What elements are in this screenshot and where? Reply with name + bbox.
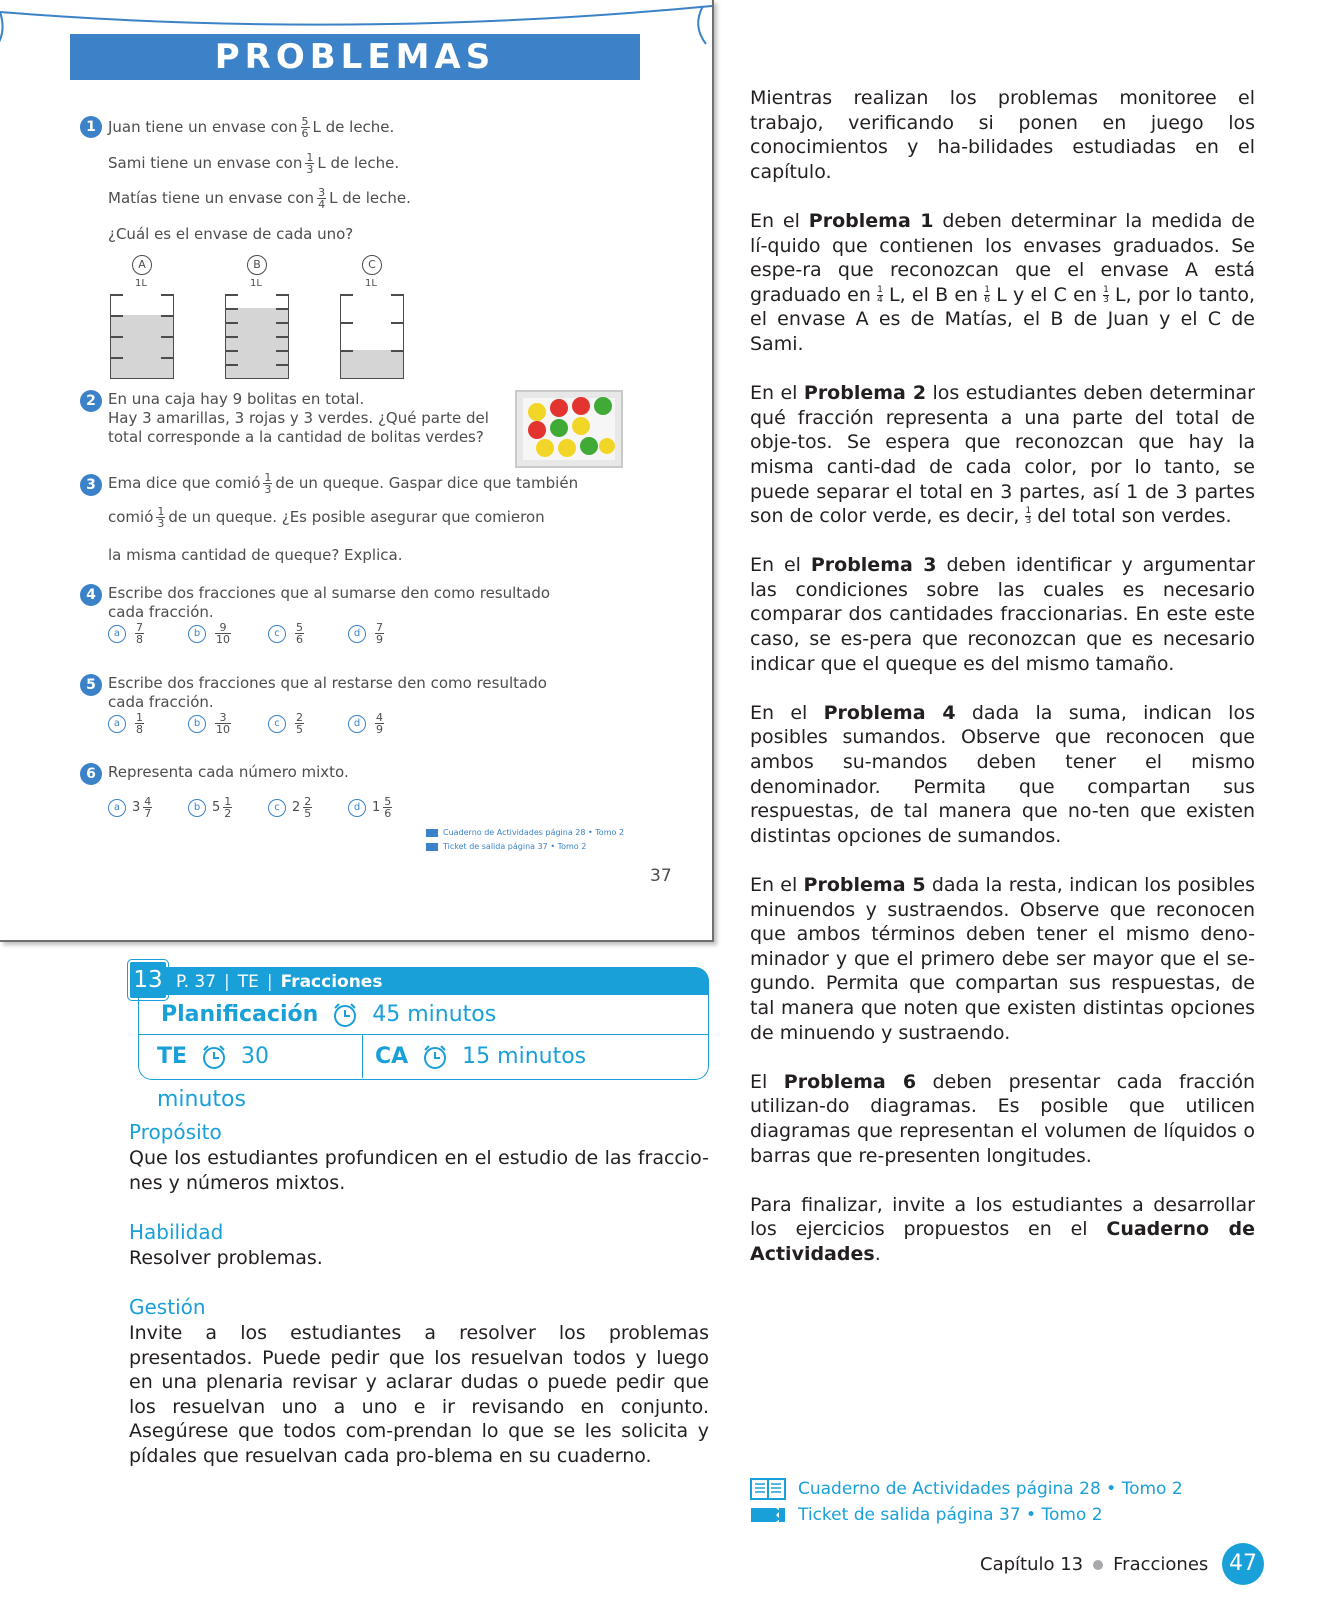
option-item: [268, 622, 307, 645]
fraction: $\frac{1}{2}$: [224, 795, 232, 820]
container-label: C: [362, 255, 382, 275]
clock-icon: [331, 1001, 359, 1029]
container: [340, 294, 404, 379]
lesson-te: TE: [237, 972, 259, 992]
intro-paragraph: Mientras realizan los problemas monitoree el trabajo, verificando si ponen en juego los conocimientos y ha-bilidades estudiadas en el capítulo.: [750, 87, 1255, 183]
banner-title: PROBLEMAS: [70, 34, 640, 80]
container-tick: [391, 322, 403, 324]
option-item: [188, 712, 234, 735]
bottom-references: [750, 1476, 1183, 1528]
ca-time: 15 minutos: [462, 1044, 587, 1069]
container-tick: [226, 308, 238, 310]
fraction: $\frac{3}{4}$: [318, 186, 326, 211]
option-item: [108, 796, 155, 819]
fraction: $\frac{2}{5}$: [296, 711, 303, 736]
container-tick: [341, 322, 353, 324]
fraction: $\frac{2}{5}$: [304, 795, 312, 820]
container-tick: [111, 357, 123, 359]
ticket-icon: [426, 843, 438, 851]
container-tick: [161, 336, 173, 338]
container-tick: [111, 294, 123, 296]
container-tick: [226, 336, 238, 338]
option-item: [108, 712, 147, 735]
whole-number: 5: [212, 800, 221, 815]
container-tick: [391, 294, 403, 296]
footer-chapter: Capítulo 13: [980, 1554, 1084, 1575]
container-tick: [226, 364, 238, 366]
container-tick: [276, 294, 288, 296]
planning-row: [139, 995, 708, 1035]
problem-1-line-1: Juan tiene un envase con $\frac{5}{6}$ L de leche.: [108, 115, 395, 140]
container-tick: [276, 308, 288, 310]
problem-3-line-3: la misma cantidad de queque? Explica.: [108, 546, 403, 564]
student-ref-cuaderno: Cuaderno de Actividades página 28 • Tomo 2: [426, 828, 624, 837]
problem-1-line-2: Sami tiene un envase con $\frac{1}{3}$ L de leche.: [108, 151, 400, 176]
lesson-topic: Fracciones: [280, 972, 383, 992]
fraction: $\frac{5}{6}$: [301, 115, 309, 140]
container-tick: [341, 294, 353, 296]
option-item: [268, 712, 307, 735]
problem-6-text: Representa cada número mixto.: [108, 763, 349, 781]
problem-1-paragraph: En el Problema 1 deben determinar la medida de lí-quido que contienen los envases graduados. Se espe-ra que reconozcan que el envase A está graduado en $\frac{1}{4}$ L, el B en $\frac{1}{6}$ L y el C en $\frac{1}{3}$ L, por lo tanto, el envase A es de Matías, el B de Juan y el C de Sami.: [750, 209, 1255, 355]
book-icon: [426, 829, 438, 837]
option-item: [188, 796, 235, 819]
problem-2-text: En una caja hay 9 bolitas en total. Hay 3 amarillas, 3 rojas y 3 verdes. ¿Qué parte del total corresponde a la cantidad de bolitas verdes?: [108, 390, 489, 446]
fraction: $\frac{5}{6}$: [296, 621, 303, 646]
problem-3-line-2: comió $\frac{1}{3}$ de un queque. ¿Es posible asegurar que comieron: [108, 505, 545, 530]
option-item: [108, 622, 147, 645]
container-tick: [111, 315, 123, 317]
fraction: $\frac{5}{6}$: [384, 795, 392, 820]
option-item: [188, 622, 234, 645]
time-row: [139, 1035, 708, 1112]
option-letter: a: [108, 715, 126, 733]
student-page-number: 37: [650, 866, 672, 886]
container: [225, 294, 289, 379]
page-number: 47: [1222, 1543, 1264, 1585]
fraction: $\frac{1}{3}$: [1103, 284, 1109, 305]
container-tick: [161, 357, 173, 359]
proposito-heading: Propósito: [129, 1120, 222, 1144]
fraction: $\frac{1}{6}$: [984, 284, 991, 305]
te-time: 30 minutos: [157, 1044, 270, 1112]
gestion-text: Invite a los estudiantes a resolver los problemas presentados. Puede pedir que los resuelvan todos y luego en una plenaria revisar y aclarar dudas o puede pedir que los resuelvan uno a uno e ir revisando en conjunto. Asegúrese que todos com-prendan lo que se les solicita y pídales que resuelvan cada pro-blema en su cuaderno.: [129, 1322, 709, 1467]
habilidad-heading: Habilidad: [129, 1220, 224, 1244]
whole-number: 3: [132, 800, 141, 815]
whole-number: 2: [292, 800, 301, 815]
option-letter: c: [268, 625, 286, 643]
option-item: [268, 796, 315, 819]
problem-2-number: 2: [80, 390, 102, 412]
problem-4-text: Escribe dos fracciones que al sumarse den como resultado cada fracción.: [108, 584, 551, 621]
option-letter: a: [108, 799, 126, 817]
option-item: [348, 796, 395, 819]
problem-4-number: 4: [80, 584, 102, 606]
container-tick: [161, 294, 173, 296]
fraction: $\frac{1}{4}$: [877, 284, 883, 305]
container-tick: [226, 350, 238, 352]
problem-3-number: 3: [80, 474, 102, 496]
container-capacity: 1L: [365, 278, 377, 289]
option-letter: c: [268, 715, 286, 733]
container-liquid: [226, 308, 288, 378]
whole-number: 1: [372, 800, 381, 815]
fraction: $\frac{4}{7}$: [144, 795, 152, 820]
proposito-text: Que los estudiantes profundicen en el estudio de las fraccio-nes y números mixtos.: [129, 1147, 709, 1194]
right-column-text: [750, 86, 1255, 1267]
problem-2-paragraph: En el Problema 2 los estudiantes deben determinar qué fracción representa a una parte del total de obje-tos. Se espera que reconozcan que hay la misma canti-dad de cada color, por lo tanto, se puede separar el total en 3 partes, así 1 de 3 partes son de color verde, es decir, $\frac{1}{3}$ del total son verdes.: [750, 382, 1255, 528]
fraction: $\frac{1}{3}$: [306, 151, 314, 176]
option-letter: d: [348, 799, 366, 817]
container-tick: [391, 350, 403, 352]
fraction: $\frac{1}{3}$: [264, 471, 272, 496]
container-tick: [226, 322, 238, 324]
problem-5-paragraph: En el Problema 5 dada la resta, indican los posibles minuendos y sustraendos. Observe que reconocen que ambos términos deben tener el mismo deno-minador y que el primero debe ser mayor que el se-gundo. Permita que compartan sus respuestas, de tal manera que noten que existen distintas opciones de minuendo y sustraendo.: [750, 874, 1255, 1044]
fraction: $\frac{7}{8}$: [136, 621, 143, 646]
ca-label: CA: [375, 1044, 409, 1069]
fraction: $\frac{1}{8}$: [136, 711, 143, 736]
problem-6-number: 6: [80, 763, 102, 785]
problem-5-text: Escribe dos fracciones que al restarse den como resultado cada fracción.: [108, 674, 547, 711]
book-icon: [750, 1477, 786, 1501]
planning-time: 45 minutos: [372, 1002, 497, 1027]
lesson-title-bar: P. 37 | TE | Fracciones: [164, 967, 709, 995]
container-tick: [276, 350, 288, 352]
container-tick: [276, 322, 288, 324]
container-liquid: [341, 350, 403, 378]
option-letter: b: [188, 625, 206, 643]
student-page-inset: [0, 0, 714, 942]
footer-topic: Fracciones: [1113, 1554, 1209, 1575]
planning-box: [138, 995, 709, 1112]
planning-label: Planificación: [161, 1002, 319, 1027]
te-label: TE: [157, 1044, 188, 1069]
container-tick: [276, 364, 288, 366]
marbles-box-image: [515, 390, 625, 470]
fraction: $\frac{1}{3}$: [1025, 506, 1032, 527]
fraction: $\frac{4}{9}$: [376, 711, 383, 736]
container-label: A: [132, 255, 152, 275]
container: [110, 294, 174, 379]
container-tick: [341, 350, 353, 352]
container-label: B: [247, 255, 267, 275]
footer: [980, 1550, 1208, 1580]
option-item: [348, 622, 387, 645]
problem-3-line-1: Ema dice que comió $\frac{1}{3}$ de un queque. Gaspar dice que también: [108, 471, 579, 496]
problem-6-paragraph: El Problema 6 deben presentar cada fracción utilizan-do diagramas. Es posible que utilicen diagramas que representan el volumen de líquidos o barras que re-presenten longitudes.: [750, 1070, 1256, 1167]
container-tick: [111, 336, 123, 338]
gestion-heading: Gestión: [129, 1295, 206, 1319]
problem-4-paragraph: En el Problema 4 dada la suma, indican los posibles sumandos. Observe que reconocen que ambos su-mandos deben tener el mismo denominador. Permita que compartan sus respuestas, de tal manera que no-ten que existen distintas opciones de sumandos.: [750, 701, 1255, 847]
problem-1-number: 1: [80, 116, 102, 138]
option-letter: d: [348, 625, 366, 643]
option-letter: b: [188, 715, 206, 733]
ref-cuaderno: Cuaderno de Actividades página 28 • Tomo 2: [750, 1476, 1183, 1502]
closing-paragraph: Para finalizar, invite a los estudiantes a desarrollar los ejercicios propuestos en el Cuaderno de Actividades.: [750, 1193, 1255, 1265]
container-capacity: 1L: [250, 278, 262, 289]
option-item: [348, 712, 387, 735]
ca-cell: [375, 1035, 695, 1078]
fraction: $\frac{1}{3}$: [157, 505, 165, 530]
container-tick: [226, 294, 238, 296]
ref-ticket: Ticket de salida página 37 • Tomo 2: [750, 1502, 1183, 1528]
problem-3-paragraph: En el Problema 3 deben identificar y argumentar las condiciones sobre las cuales es necesario comparar dos cantidades fraccionarias. En este este caso, se es-pera que reconozcan que es necesario indicar que el queque es del mismo tamaño.: [750, 554, 1255, 675]
container-capacity: 1L: [135, 278, 147, 289]
clock-icon: [200, 1043, 228, 1071]
problem-5-number: 5: [80, 674, 102, 696]
habilidad-text: Resolver problemas.: [129, 1247, 323, 1269]
problem-1-line-3: Matías tiene un envase con $\frac{3}{4}$ L de leche.: [108, 186, 411, 211]
lesson-page-ref: P. 37: [176, 972, 217, 992]
container-tick: [161, 315, 173, 317]
option-letter: a: [108, 625, 126, 643]
option-letter: c: [268, 799, 286, 817]
option-letter: b: [188, 799, 206, 817]
student-ref-ticket: Ticket de salida página 37 • Tomo 2: [426, 842, 586, 851]
te-cell: [139, 1035, 363, 1112]
clock-icon: [421, 1043, 449, 1071]
container-liquid: [111, 315, 173, 378]
footer-dot-icon: [1093, 1560, 1103, 1570]
problem-1-question: ¿Cuál es el envase de cada uno?: [108, 225, 354, 243]
ticket-icon: [750, 1505, 786, 1525]
fraction: $\frac{7}{9}$: [376, 621, 383, 646]
option-letter: d: [348, 715, 366, 733]
lesson-number-badge: 13: [128, 960, 168, 1000]
fraction: $\frac{3}{10}$: [216, 711, 230, 736]
container-tick: [276, 336, 288, 338]
fraction: $\frac{9}{10}$: [216, 621, 230, 646]
